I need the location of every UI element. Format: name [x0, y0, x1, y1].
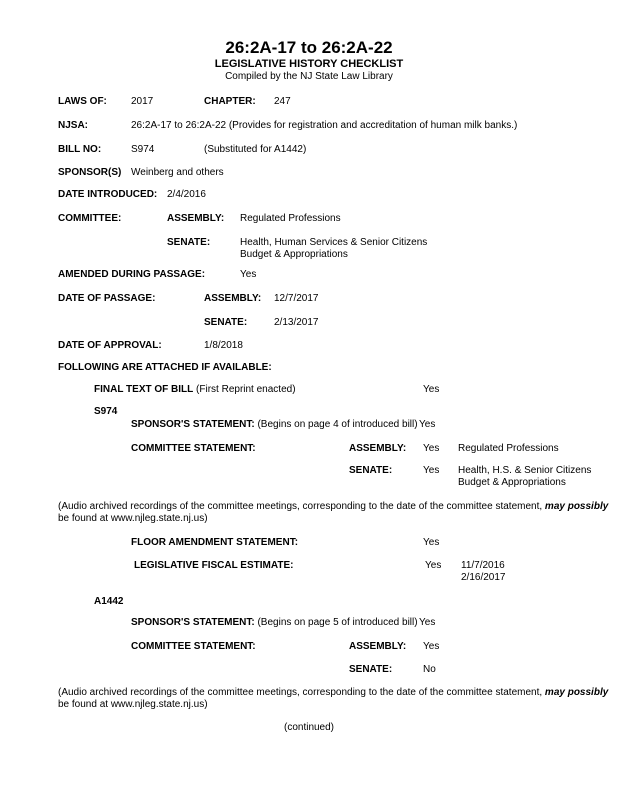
chapter-label: CHAPTER: [204, 96, 256, 107]
laws-of-value: 2017 [131, 96, 154, 107]
s974-floor-amendment-value: Yes [423, 537, 440, 548]
s974-audio-note-text: (Audio archived recordings of the committee meetings, corresponding to the date of the committee statement, [58, 501, 545, 512]
committee-senate-value-2: Budget & Appropriations [240, 249, 348, 260]
amended-label: AMENDED DURING PASSAGE: [58, 269, 206, 280]
approval-value: 1/8/2018 [204, 340, 243, 351]
a1442-committee-statement-label: COMMITTEE STATEMENT: [131, 641, 256, 652]
a1442-sponsor-statement-row [131, 617, 418, 629]
final-text-value: Yes [423, 384, 440, 395]
final-text-note: (First Reprint enacted) [196, 384, 296, 395]
date-introduced-label: DATE INTRODUCED: [58, 189, 158, 200]
committee-senate-label: SENATE: [167, 237, 211, 248]
s974-fiscal-estimate-label: LEGISLATIVE FISCAL ESTIMATE: [134, 560, 294, 571]
s974-senate-committee-2: Budget & Appropriations [458, 477, 566, 488]
committee-assembly-label: ASSEMBLY: [167, 213, 225, 224]
compiled-by: Compiled by the NJ State Law Library [225, 71, 393, 82]
page-subtitle: LEGISLATIVE HISTORY CHECKLIST [214, 58, 404, 70]
final-text-label: FINAL TEXT OF BILL [94, 384, 194, 395]
a1442-sponsor-statement-label: SPONSOR'S STATEMENT: [131, 617, 255, 628]
s974-senate-value: Yes [423, 465, 440, 476]
sponsors-label: SPONSOR(S) [58, 167, 122, 178]
a1442-heading: A1442 [94, 596, 124, 607]
s974-fiscal-estimate-value: Yes [425, 560, 442, 571]
committee-label: COMMITTEE: [58, 213, 122, 224]
a1442-assembly-label: ASSEMBLY: [349, 641, 407, 652]
a1442-audio-note-text: (Audio archived recordings of the committee meetings, corresponding to the date of the committee statement, [58, 687, 545, 698]
passage-senate-value: 2/13/2017 [274, 317, 319, 328]
a1442-audio-note-line-1 [58, 687, 608, 699]
page-title: 26:2A-17 to 26:2A-22 [225, 38, 393, 57]
s974-senate-label: SENATE: [349, 465, 393, 476]
a1442-sponsor-statement-note: (Begins on page 5 of introduced bill) [257, 617, 418, 628]
s974-assembly-value: Yes [423, 443, 440, 454]
s974-fiscal-date-1: 11/7/2016 [461, 560, 505, 571]
a1442-senate-label: SENATE: [349, 664, 393, 675]
s974-senate-committee-1: Health, H.S. & Senior Citizens [458, 465, 592, 476]
bill-no-note: (Substituted for A1442) [204, 144, 307, 155]
approval-label: DATE OF APPROVAL: [58, 340, 162, 351]
a1442-audio-note-emphasis: may possibly [544, 687, 609, 698]
passage-assembly-label: ASSEMBLY: [204, 293, 262, 304]
chapter-value: 247 [274, 96, 291, 107]
s974-fiscal-date-2: 2/16/2017 [461, 572, 506, 583]
committee-senate-value-1: Health, Human Services & Senior Citizens [240, 237, 428, 248]
continued-footer: (continued) [283, 722, 335, 733]
s974-sponsor-statement-row [131, 419, 418, 431]
a1442-audio-note-line-2: be found at www.njleg.state.nj.us) [58, 699, 208, 710]
s974-assembly-label: ASSEMBLY: [349, 443, 407, 454]
date-introduced-value: 2/4/2016 [167, 189, 206, 200]
a1442-senate-value: No [423, 664, 436, 675]
s974-heading: S974 [94, 406, 118, 417]
amended-value: Yes [240, 269, 257, 280]
passage-label: DATE OF PASSAGE: [58, 293, 156, 304]
final-text-row [94, 384, 296, 396]
s974-committee-statement-label: COMMITTEE STATEMENT: [131, 443, 256, 454]
s974-sponsor-statement-note: (Begins on page 4 of introduced bill) [257, 419, 418, 430]
attached-heading: FOLLOWING ARE ATTACHED IF AVAILABLE: [58, 362, 272, 373]
s974-audio-note-emphasis: may possibly [544, 501, 609, 512]
s974-floor-amendment-label: FLOOR AMENDMENT STATEMENT: [131, 537, 299, 548]
sponsors-value: Weinberg and others [131, 167, 224, 178]
a1442-assembly-value: Yes [423, 641, 440, 652]
njsa-label: NJSA: [58, 120, 89, 131]
passage-assembly-value: 12/7/2017 [274, 293, 319, 304]
bill-no-label: BILL NO: [58, 144, 102, 155]
laws-of-label: LAWS OF: [58, 96, 107, 107]
committee-assembly-value: Regulated Professions [240, 213, 341, 224]
s974-audio-note-line-2: be found at www.njleg.state.nj.us) [58, 513, 208, 524]
passage-senate-label: SENATE: [204, 317, 248, 328]
s974-audio-note-line-1 [58, 501, 608, 513]
bill-no-value: S974 [131, 144, 155, 155]
s974-sponsor-statement-label: SPONSOR'S STATEMENT: [131, 419, 255, 430]
s974-sponsor-statement-value: Yes [419, 419, 436, 430]
s974-assembly-committee: Regulated Professions [458, 443, 559, 454]
a1442-sponsor-statement-value: Yes [419, 617, 436, 628]
njsa-value: 26:2A-17 to 26:2A-22 (Provides for registration and accreditation of human milk banks.) [131, 120, 518, 131]
